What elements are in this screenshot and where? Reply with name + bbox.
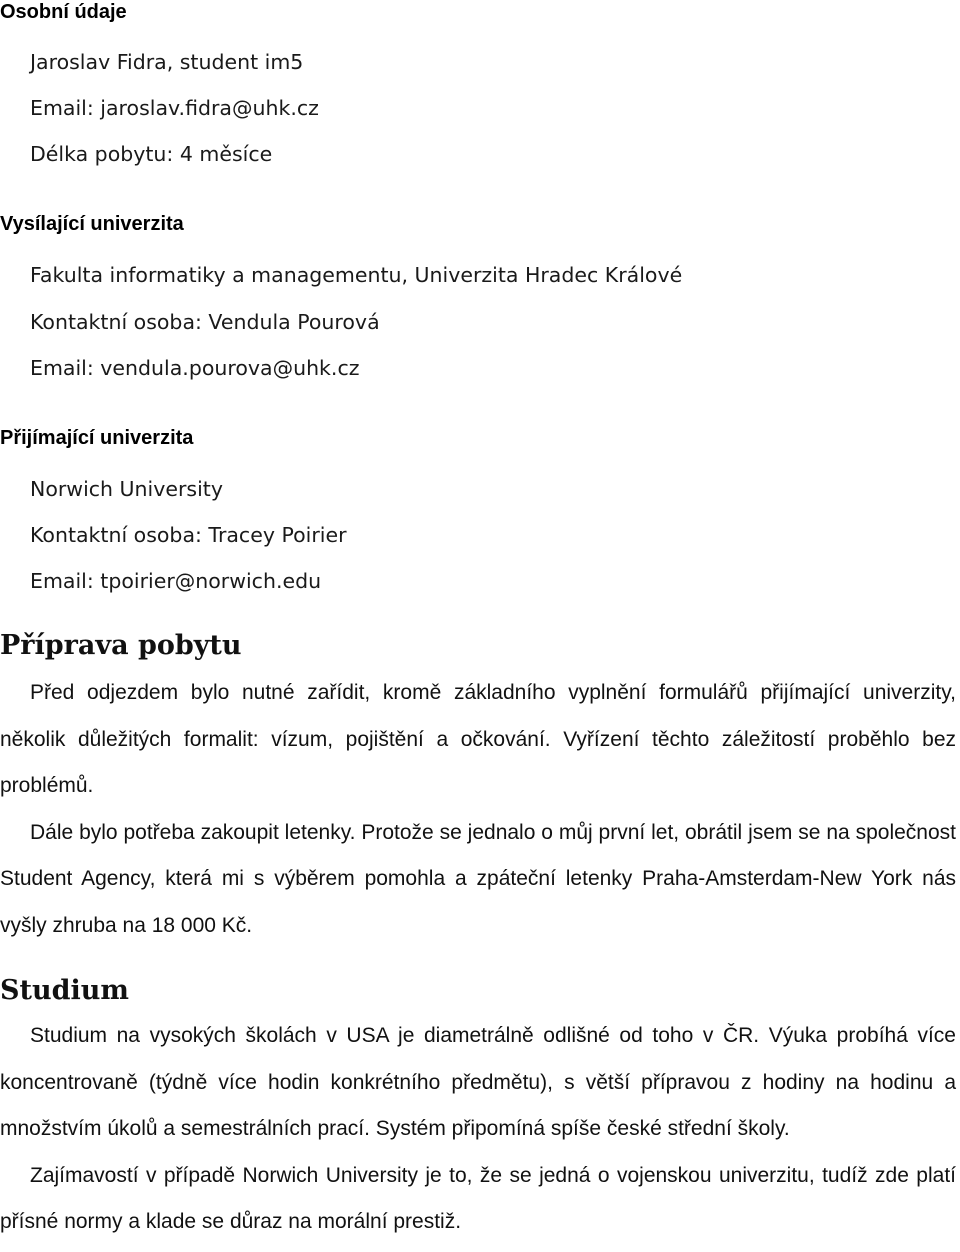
sending-faculty: Fakulta informatiky a managementu, Univerzita Hradec Králové <box>30 263 683 287</box>
sending-heading: Vysílající univerzita <box>0 213 184 235</box>
receiving-email: Email: tpoirier@norwich.edu <box>30 569 322 593</box>
preparation-section <box>0 630 956 949</box>
study-paragraph-2: Zajímavostí v případě Norwich University je to, že se jedná o vojenskou univerzitu, tudíž zde platí přísné normy a klade se důraz na morální prestiž. <box>0 1163 956 1233</box>
personal-email: Email: jaroslav.fidra@uhk.cz <box>30 96 319 120</box>
receiving-section <box>0 426 956 593</box>
receiving-university: Norwich University <box>30 477 223 501</box>
study-heading: Studium <box>0 975 129 1006</box>
personal-name: Jaroslav Fidra, student im5 <box>30 50 304 74</box>
preparation-paragraph-2: Dále bylo potřeba zakoupit letenky. Protože se jednalo o můj první let, obrátil jsem se na společnost Student Agency, která mi s výběrem pomohla a zpáteční letenky Praha-Amsterdam-New York nás vyšly zhruba na 18 000 Kč. <box>0 820 956 937</box>
study-section <box>0 975 956 1246</box>
preparation-paragraph-1: Před odjezdem bylo nutné zařídit, kromě základního vyplnění formulářů přijímající univerzity, několik důležitých formalit: vízum, pojištění a očkování. Vyřízení těchto záležitostí proběhlo bez problémů. <box>0 681 956 797</box>
study-paragraph-1: Studium na vysokých školách v USA je diametrálně odlišné od toho v ČR. Výuka probíhá více koncentrovaně (týdně více hodin konkrétního předmětu), s větší přípravou z hodiny na hodinu a množstvím úkolů a semestrálních prací. Systém připomíná spíše české střední školy. <box>0 1024 956 1140</box>
personal-duration: Délka pobytu: 4 měsíce <box>30 142 273 166</box>
personal-heading: Osobní údaje <box>0 1 127 23</box>
receiving-heading: Přijímající univerzita <box>0 427 194 449</box>
personal-section <box>0 0 956 166</box>
sending-email: Email: vendula.pourova@uhk.cz <box>30 356 360 380</box>
sending-section <box>0 212 956 380</box>
receiving-contact: Kontaktní osoba: Tracey Poirier <box>30 523 347 547</box>
sending-contact: Kontaktní osoba: Vendula Pourová <box>30 310 380 334</box>
preparation-heading: Příprava pobytu <box>0 630 242 661</box>
